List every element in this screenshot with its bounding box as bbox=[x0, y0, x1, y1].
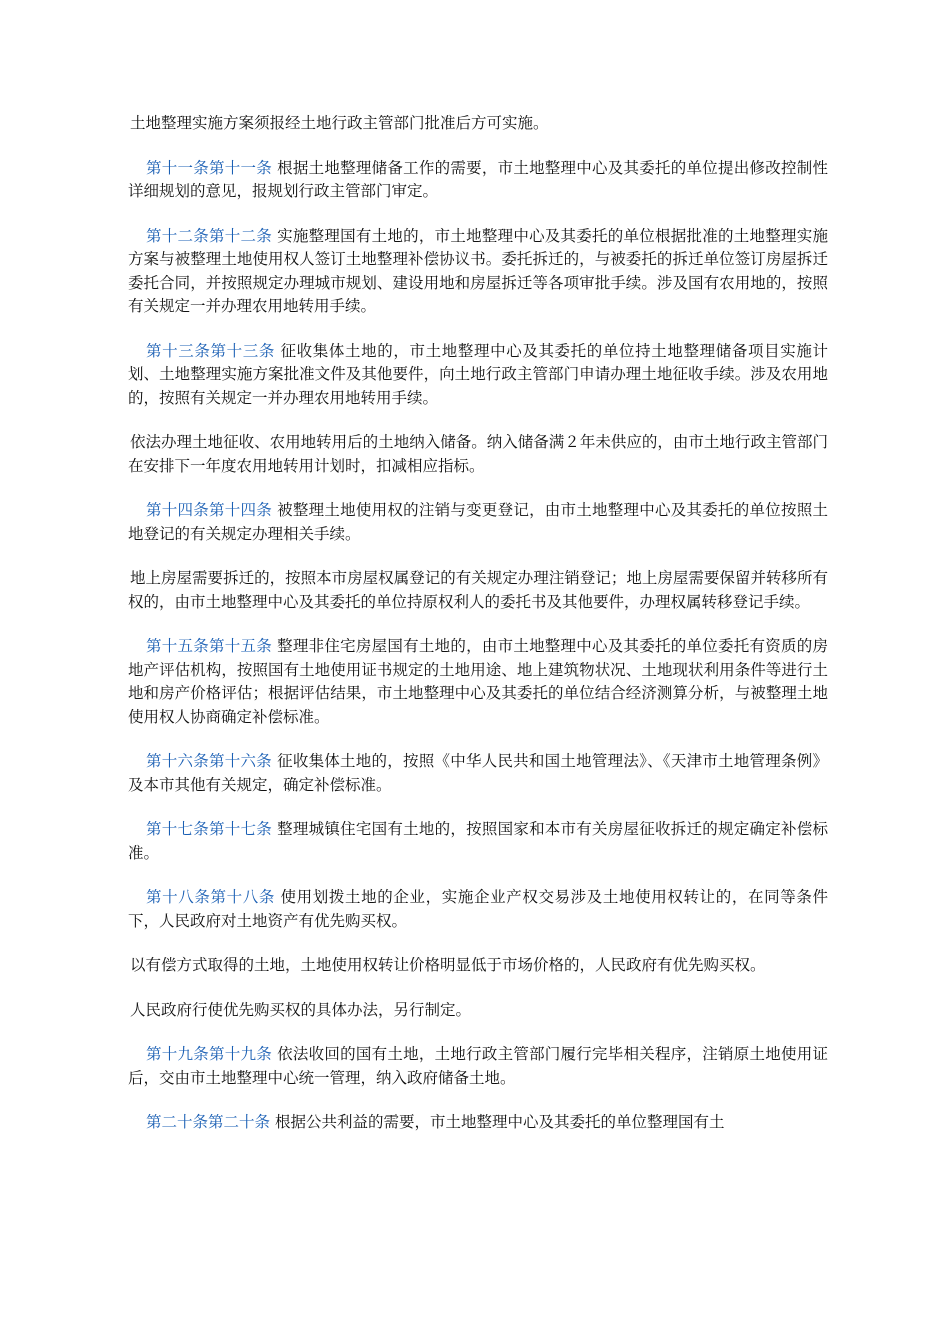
article-15 bbox=[128, 635, 828, 729]
document-page bbox=[128, 112, 828, 1156]
paragraph-approval bbox=[128, 112, 828, 136]
article-text: 被整理土地使用权的注销与变更登记，由市土地整理中心及其委托的单位按照土地登记的有关规定办理相关手续。 bbox=[128, 501, 828, 543]
article-number[interactable]: 第十四条第十四条 bbox=[146, 501, 272, 519]
article-number[interactable]: 第十一条第十一条 bbox=[146, 158, 272, 177]
article-number[interactable]: 第十七条第十七条 bbox=[146, 820, 272, 838]
article-17 bbox=[128, 818, 828, 865]
article-text: 根据公共利益的需要，市土地整理中心及其委托的单位整理国有土 bbox=[270, 1113, 725, 1131]
article-number[interactable]: 第十六条第十六条 bbox=[146, 752, 272, 770]
article-text: 根据土地整理储备工作的需要，市土地整理中心及其委托的单位提出修改控制性详细规划的意见，报规划行政主管部门审定。 bbox=[128, 158, 828, 200]
article-18 bbox=[128, 886, 828, 933]
paragraph-text: 地上房屋需要拆迁的，按照本市房屋权属登记的有关规定办理注销登记；地上房屋需要保留并转移所有权的，由市土地整理中心及其委托的单位持原权利人的委托书及其他要件，办理权属转移登记手续。 bbox=[128, 569, 828, 611]
article-number[interactable]: 第十三条第十三条 bbox=[146, 341, 275, 360]
paragraph-text: 依法办理土地征收、农用地转用后的土地纳入储备。纳入储备满２年未供应的，由市土地行政主管部门在安排下一年度农用地转用计划时，扣减相应指标。 bbox=[128, 433, 828, 475]
article-number[interactable]: 第十二条第十二条 bbox=[146, 226, 272, 245]
paragraph-reserve bbox=[128, 431, 828, 478]
article-12 bbox=[128, 225, 828, 319]
article-text: 依法收回的国有土地，土地行政主管部门履行完毕相关程序，注销原土地使用证后，交由市土地整理中心统一管理，纳入政府储备土地。 bbox=[128, 1045, 828, 1087]
article-text: 征收集体土地的，市土地整理中心及其委托的单位持土地整理储备项目实施计划、土地整理实施方案批准文件及其他要件，向土地行政主管部门申请办理土地征收手续。涉及农用地的，按照有关规定一并办理农用地转用手续。 bbox=[128, 341, 828, 407]
article-text: 征收集体土地的，按照《中华人民共和国土地管理法》、《天津市土地管理条例》及本市其他有关规定，确定补偿标准。 bbox=[128, 752, 828, 794]
article-number[interactable]: 第二十条第二十条 bbox=[146, 1113, 271, 1131]
article-number[interactable]: 第十九条第十九条 bbox=[146, 1045, 272, 1063]
article-text: 使用划拨土地的企业，实施企业产权交易涉及土地使用权转让的，在同等条件下，人民政府对土地资产有优先购买权。 bbox=[128, 888, 828, 930]
article-13 bbox=[128, 340, 828, 411]
paragraph-text: 以有偿方式取得的土地，土地使用权转让价格明显低于市场价格的，人民政府有优先购买权。 bbox=[130, 956, 766, 974]
article-text: 整理非住宅房屋国有土地的，由市土地整理中心及其委托的单位委托有资质的房地产评估机构，按照国有土地使用证书规定的土地用途、地上建筑物状况、土地现状利用条件等进行土地和房产价格评估；根据评估结果，市土地整理中心及其委托的单位结合经济测算分析，与被整理土地使用权人协商确定补偿标准。 bbox=[128, 637, 828, 726]
article-19 bbox=[128, 1043, 828, 1090]
article-number[interactable]: 第十八条第十八条 bbox=[146, 888, 275, 906]
article-14 bbox=[128, 499, 828, 546]
paragraph-text: 土地整理实施方案须报经土地行政主管部门批准后方可实施。 bbox=[130, 114, 549, 132]
paragraph-paid-land bbox=[128, 954, 828, 978]
article-number[interactable]: 第十五条第十五条 bbox=[146, 637, 272, 655]
article-16 bbox=[128, 750, 828, 797]
paragraph-demolition bbox=[128, 567, 828, 614]
article-11 bbox=[128, 157, 828, 204]
article-text: 整理城镇住宅国有土地的，按照国家和本市有关房屋征收拆迁的规定确定补偿标准。 bbox=[128, 820, 828, 862]
article-20 bbox=[128, 1111, 828, 1135]
paragraph-text: 人民政府行使优先购买权的具体办法，另行制定。 bbox=[130, 1000, 472, 1019]
article-text: 实施整理国有土地的，市土地整理中心及其委托的单位根据批准的土地整理实施方案与被整理土地使用权人签订土地整理补偿协议书。委托拆迁的，与被委托的拆迁单位签订房屋拆迁委托合同，并按照规定办理城市规划、建设用地和房屋拆迁等各项审批手续。涉及国有农用地的，按照有关规定一并办理农用地转用手续。 bbox=[128, 226, 828, 315]
paragraph-preemption bbox=[128, 999, 828, 1023]
